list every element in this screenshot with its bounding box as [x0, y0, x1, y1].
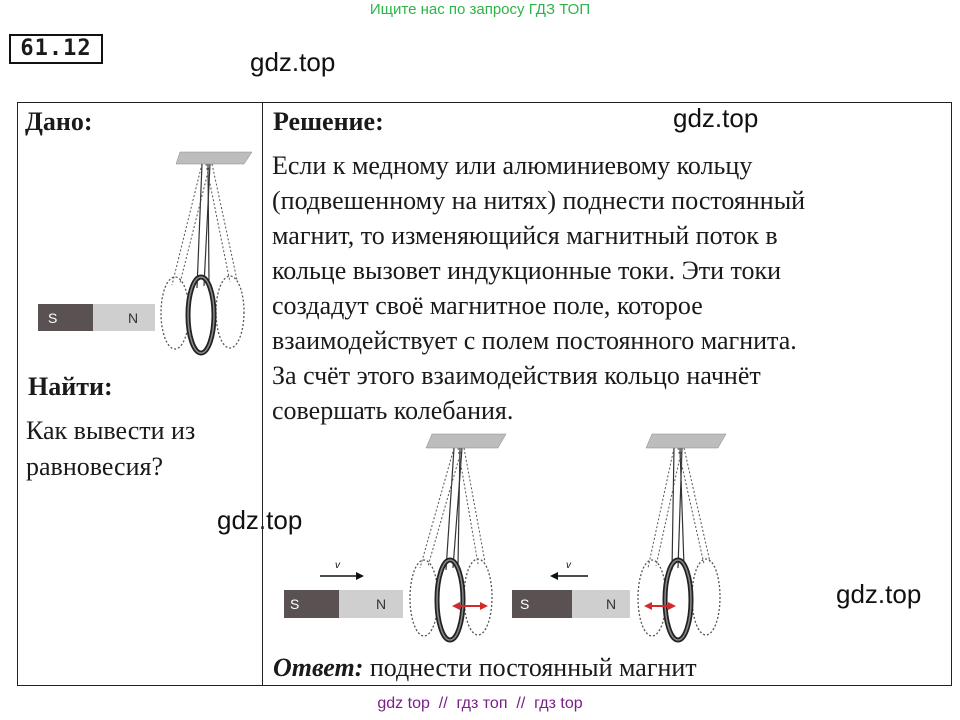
threads	[197, 164, 210, 288]
ring-left-position	[161, 277, 189, 349]
solution-line-1: Если к медному или алюминиевому кольцу	[272, 151, 753, 180]
bottom-links[interactable]: gdz top // гдз топ // гдз top	[377, 695, 583, 712]
find-text-line2: равновесия?	[26, 452, 163, 481]
problem-number: 61.12	[9, 34, 103, 64]
svg-text:v: v	[566, 560, 571, 571]
ceiling-plate	[176, 152, 252, 164]
scene-approach	[284, 434, 506, 640]
answer-row	[273, 653, 697, 683]
magnet-north	[339, 590, 403, 618]
given-heading: Дано:	[25, 107, 93, 136]
svg-text:N: N	[606, 596, 617, 612]
answer-text: поднести постоянный магнит	[369, 653, 697, 682]
magnet-s-label: S	[48, 310, 58, 326]
magnet-north	[572, 590, 630, 618]
solution-line-5: создадут своё магнитное поле, которое	[272, 291, 703, 320]
scene-withdraw	[512, 434, 726, 640]
watermark-2: gdz.top	[673, 103, 759, 133]
ceiling-plate	[426, 434, 506, 448]
solution-line-6: взаимодействует с полем постоянного магнита.	[272, 326, 797, 355]
magnet-north	[93, 304, 155, 331]
ring-right-position	[216, 276, 244, 348]
watermark-3: gdz.top	[217, 505, 303, 535]
solution-line-3: магнит, то изменяющийся магнитный поток в	[272, 221, 778, 250]
svg-text:N: N	[376, 596, 387, 612]
magnet-n-label: N	[128, 310, 139, 326]
top-banner: Ищите нас по запросу ГДЗ ТОП	[369, 1, 591, 18]
find-heading: Найти:	[28, 372, 113, 401]
solution-line-4: кольце вызовет индукционные токи. Эти токи	[272, 256, 782, 285]
find-text-line1: Как вывести из	[26, 416, 196, 445]
svg-text:S: S	[290, 596, 300, 612]
svg-text:v: v	[335, 560, 340, 571]
solution-heading: Решение:	[273, 107, 384, 136]
solution-line-2: (подвешенному на нитях) поднести постоянный	[272, 186, 806, 215]
solution-line-7: За счёт этого взаимодействия кольцо начнёт	[272, 361, 761, 390]
solution-line-8: совершать колебания.	[272, 396, 514, 425]
ceiling-plate	[646, 434, 726, 448]
watermark-1: gdz.top	[250, 47, 336, 77]
magnet-south	[38, 304, 93, 331]
svg-text:S: S	[520, 596, 530, 612]
solution-illustration	[280, 430, 740, 645]
watermark-4: gdz.top	[836, 579, 922, 609]
answer-label: Ответ:	[273, 653, 364, 682]
column-divider	[262, 102, 263, 686]
given-illustration	[30, 150, 260, 360]
